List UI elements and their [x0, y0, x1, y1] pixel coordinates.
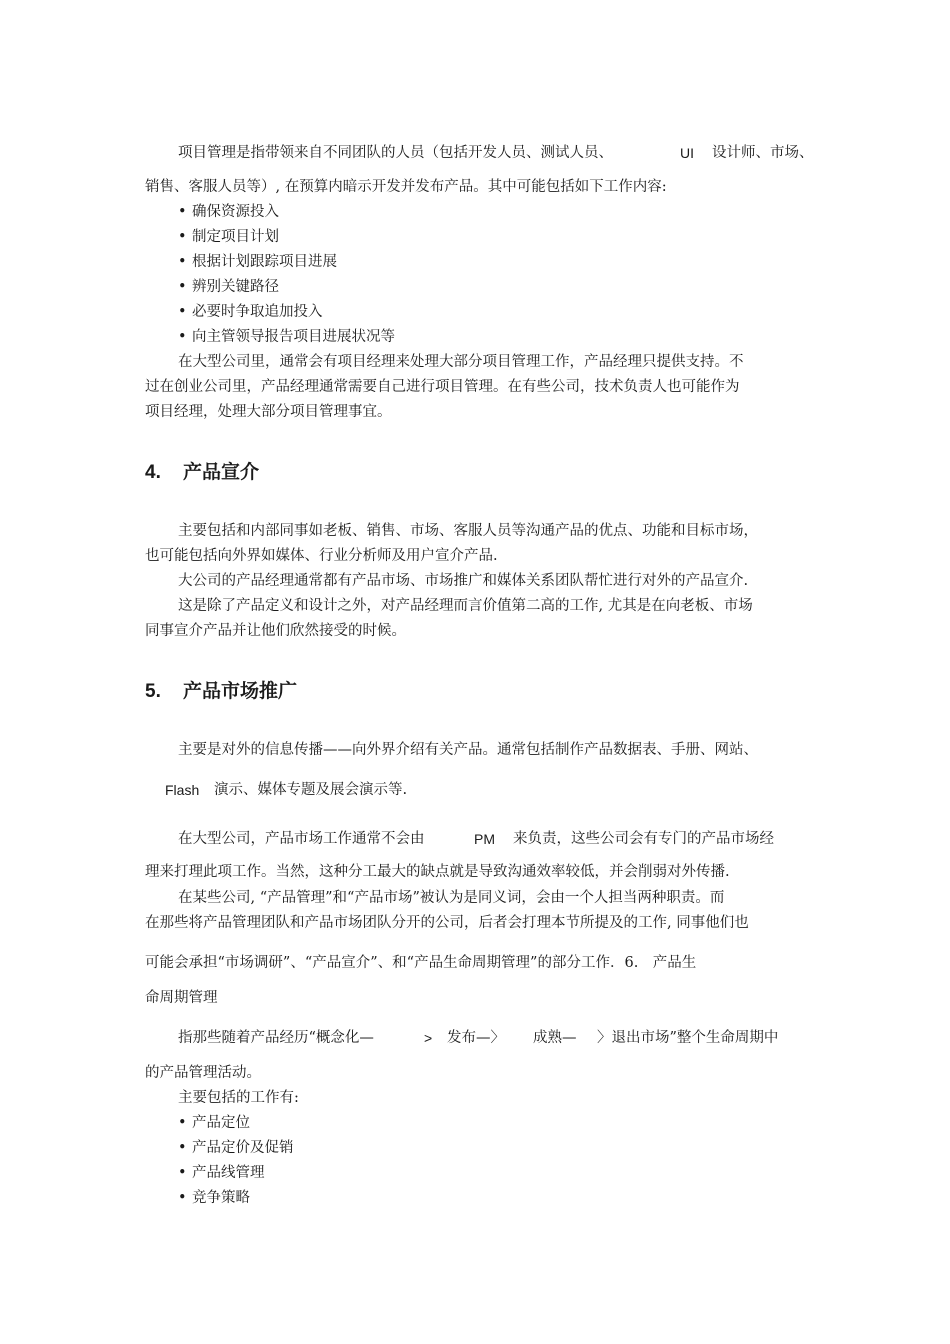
list-item	[178, 252, 337, 272]
section-title: 产品宣介	[183, 461, 260, 483]
text-run: Flash	[165, 782, 200, 798]
paragraph-line: 这是除了产品定义和设计之外，对产品经理而言价值第二高的工作, 尤其是在向老板、市场	[178, 598, 753, 614]
list-item	[178, 327, 395, 347]
section-heading	[145, 459, 259, 486]
list-item	[178, 1138, 294, 1158]
list-item	[178, 202, 279, 222]
paragraph-line: 同事宣介产品并让他们欣然接受的时候。	[145, 623, 406, 639]
paragraph-line: 项目经理，处理大部分项目管理事宜。	[145, 404, 392, 420]
paragraph-line: 命周期管理	[145, 990, 218, 1006]
bullet-icon: •	[178, 1115, 187, 1131]
text-run: UI	[680, 145, 694, 161]
paragraph-line	[178, 143, 613, 163]
list-item-text: 根据计划跟踪项目进展	[192, 254, 337, 270]
bullet-icon: •	[178, 254, 187, 270]
list-item	[178, 1163, 265, 1183]
list-item-text: 必要时争取追加投入	[192, 304, 323, 320]
bullet-icon: •	[178, 279, 187, 295]
text-run: 项目管理是指带领来自不同团队的人员（包括开发人员、测试人员、	[178, 145, 613, 161]
section-number: 5.	[145, 681, 161, 702]
text-run: 成熟—	[533, 1030, 577, 1046]
paragraph-line: 在大型公司里，通常会有项目经理来处理大部分项目管理工作，产品经理只提供支持。不	[178, 354, 744, 370]
list-item-text: 制定项目计划	[192, 229, 279, 245]
bullet-icon: •	[178, 329, 187, 345]
bullet-icon: •	[178, 1165, 187, 1181]
bullet-icon: •	[178, 1140, 187, 1156]
bullet-icon: •	[178, 1190, 187, 1206]
list-item-text: 确保资源投入	[192, 204, 279, 220]
paragraph-line: 过在创业公司里，产品经理通常需要自己进行项目管理。在有些公司，技术负责人也可能作为	[145, 379, 740, 395]
paragraph-line: 销售、客服人员等）, 在预算内暗示开发并发布产品。其中可能包括如下工作内容:	[145, 179, 667, 195]
paragraph-line: 也可能包括向外界如媒体、行业分析师及用户宣介产品.	[145, 548, 498, 564]
section-heading	[145, 678, 297, 705]
list-item	[178, 1113, 250, 1133]
list-item-text: 竞争策略	[192, 1190, 250, 1206]
paragraph-line: 理来打理此项工作。当然，这种分工最大的缺点就是导致沟通效率较低，并会削弱对外传播.	[145, 864, 730, 880]
text-run: 在大型公司，产品市场工作通常不会由	[178, 831, 425, 847]
list-item-text: 产品定位	[192, 1115, 250, 1131]
list-item	[178, 1188, 250, 1208]
paragraph-line: 在某些公司, “产品管理”和“产品市场”被认为是同义词，会由一个人担当两种职责。而	[178, 890, 725, 906]
list-item	[178, 277, 279, 297]
text-run: 〉退出市场”整个生命周期中	[597, 1030, 779, 1046]
paragraph-line: 主要包括的工作有:	[178, 1090, 299, 1106]
list-item-text: 产品定价及促销	[192, 1140, 294, 1156]
text-run: 演示、媒体专题及展会演示等.	[214, 782, 408, 798]
text-run: 设计师、市场、	[712, 145, 814, 161]
list-item	[178, 302, 323, 322]
text-run: 发布—〉	[447, 1030, 505, 1046]
paragraph-line: 大公司的产品经理通常都有产品市场、市场推广和媒体关系团队帮忙进行对外的产品宣介.	[178, 573, 749, 589]
bullet-icon: •	[178, 229, 187, 245]
paragraph-line: 可能会承担“市场调研”、“产品宣介”、和“产品生命周期管理”的部分工作．6. 产品生	[145, 955, 697, 971]
bullet-icon: •	[178, 204, 187, 220]
list-item-text: 辨别关键路径	[192, 279, 279, 295]
section-number: 4.	[145, 462, 161, 483]
text-run: 来负责，这些公司会有专门的产品市场经	[513, 831, 774, 847]
paragraph-line: 在那些将产品管理团队和产品市场团队分开的公司，后者会打理本节所提及的工作, 同事他们也	[145, 915, 749, 931]
text-run: PM	[474, 831, 495, 847]
text-run: >	[424, 1030, 433, 1046]
list-item-text: 产品线管理	[192, 1165, 265, 1181]
text-run: 指那些随着产品经历“概念化—	[178, 1030, 374, 1046]
list-item	[178, 227, 279, 247]
paragraph-line: 主要是对外的信息传播——向外界介绍有关产品。通常包括制作产品数据表、手册、网站、	[178, 742, 758, 758]
list-item-text: 向主管领导报告项目进展状况等	[192, 329, 395, 345]
bullet-icon: •	[178, 304, 187, 320]
paragraph-line: 的产品管理活动。	[145, 1065, 261, 1081]
section-title: 产品市场推广	[183, 680, 298, 702]
paragraph-line: 主要包括和内部同事如老板、销售、市场、客服人员等沟通产品的优点、功能和目标市场，	[178, 523, 758, 539]
